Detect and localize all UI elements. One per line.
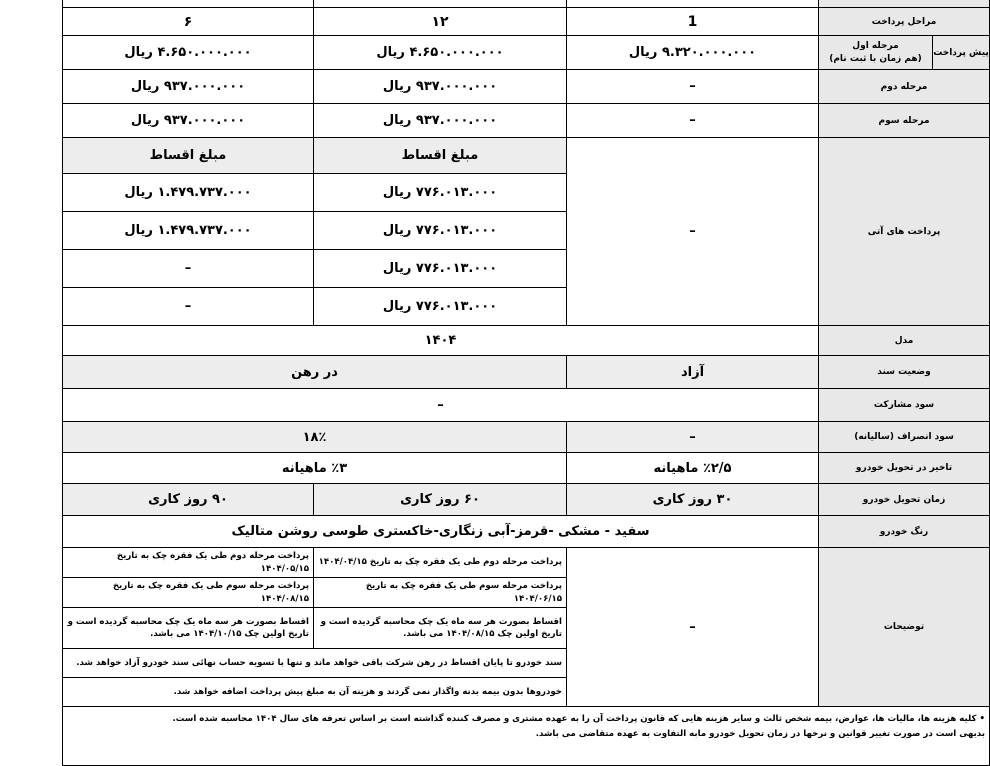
plan-1-stage-count: 1 — [566, 7, 819, 36]
cancellation-profit-label: سود انصراف (سالیانه) — [818, 421, 990, 453]
document-status-label: وضعیت سند — [818, 355, 990, 389]
second-stage-label: مرحله دوم — [818, 69, 990, 104]
car-color-label: رنگ خودرو — [818, 515, 990, 548]
installment-document-status: در رهن — [62, 355, 567, 389]
plan-12-note-installments: اقساط بصورت هر سه ماه یک چک محاسبه گردیده است و تاریخ اولین چک ۱۴۰۴/۰۸/۱۵ می باشد. — [313, 607, 567, 649]
plan-1-cancellation-profit: – — [566, 421, 819, 453]
notes-label: توضیحات — [818, 547, 990, 707]
prepayment-label: پیش پرداخت — [932, 35, 990, 70]
plan-12-delivery-time: ۶۰ روز کاری — [313, 483, 567, 516]
plan-12-stage-count: ۱۲ — [313, 7, 567, 36]
future-payments-label: پرداخت های آتی — [818, 137, 990, 326]
plan-1-future-payments: – — [566, 137, 819, 326]
plan-1-delivery-time: ۳۰ روز کاری — [566, 483, 819, 516]
plan-6-note-installments: اقساط بصورت هر سه ماه یک چک محاسبه گردیده است و تاریخ اولین چک ۱۴۰۴/۱۰/۱۵ می باشد. — [62, 607, 314, 649]
plan-6-installments-header: مبلغ اقساط — [62, 137, 314, 174]
plan-6-installment-3: – — [62, 249, 314, 288]
plan-12-note-third-stage: پرداخت مرحله سوم طی یک فقره چک به تاریخ ۱۴۰۴/۰۶/۱۵ — [313, 577, 567, 608]
plan-1-second-stage: – — [566, 69, 819, 104]
plan-6-stage-count: ۶ — [62, 7, 314, 36]
plan-12-second-stage: ۹۳۷.۰۰۰.۰۰۰ ریال — [313, 69, 567, 104]
installment-delivery-delay: ٪۳ ماهیانه — [62, 452, 567, 484]
plan-12-installment-4: ۷۷۶.۰۱۳.۰۰۰ ریال — [313, 287, 567, 326]
plan-6-third-stage: ۹۳۷.۰۰۰.۰۰۰ ریال — [62, 103, 314, 138]
plan-6-delivery-time: ۹۰ روز کاری — [62, 483, 314, 516]
plan-12-installments-header: مبلغ اقساط — [313, 137, 567, 174]
note-document-pledge: سند خودرو تا پایان اقساط در رهن شرکت باقی خواهد ماند و تنها با تسویه حساب نهائی سند خودرو آزاد خواهد شد. — [62, 648, 567, 678]
plan-12-installment-1: ۷۷۶.۰۱۳.۰۰۰ ریال — [313, 173, 567, 212]
plan-6-installment-2: ۱.۴۷۹.۷۳۷.۰۰۰ ریال — [62, 211, 314, 250]
first-stage-label — [818, 35, 933, 70]
plan-1-notes: – — [566, 547, 819, 707]
plan-6-installment-1: ۱.۴۷۹.۷۳۷.۰۰۰ ریال — [62, 173, 314, 212]
plan-12-third-stage: ۹۳۷.۰۰۰.۰۰۰ ریال — [313, 103, 567, 138]
general-costs-note — [62, 706, 990, 766]
installment-cancellation-profit: ۱۸٪ — [62, 421, 567, 453]
model-label: مدل — [818, 325, 990, 356]
delivery-time-label: زمان تحویل خودرو — [818, 483, 990, 516]
car-colors-value: سفید - مشکی -قرمز-آبی زنگاری-خاکستری طوسی روشن متالیک — [62, 515, 819, 548]
plan-6-note-second-stage: پرداخت مرحله دوم طی یک فقره چک به تاریخ ۱۴۰۴/۰۵/۱۵ — [62, 547, 314, 578]
delivery-delay-label: تاخیر در تحویل خودرو — [818, 452, 990, 484]
first-stage-note: (هم زمان با ثبت نام) — [829, 53, 922, 64]
plan-6-installment-4: – — [62, 287, 314, 326]
plan-1-first-stage: ۹.۳۲۰.۰۰۰.۰۰۰ ریال — [566, 35, 819, 70]
note-body-insurance: خودروها بدون بیمه بدنه واگذار نمی گردند و هزینه آن به مبلغ پیش پرداخت اضافه خواهد شد. — [62, 677, 567, 707]
general-costs-line-1: • کلیه هزینه ها، مالیات ها، عوارض، بیمه شخص ثالث و سایر هزینه هایی که قانون پرداخت آن را به عهده مشتری و مصرف کننده گذاشته است بر اساس تعرفه های سال ۱۴۰۴ محاسبه شده است. — [172, 714, 985, 724]
general-costs-text — [173, 712, 985, 741]
first-stage-title: مرحله اول — [852, 41, 899, 52]
plan-12-first-stage: ۴.۶۵۰.۰۰۰.۰۰۰ ریال — [313, 35, 567, 70]
plan-12-note-second-stage: پرداخت مرحله دوم طی یک فقره چک به تاریخ ۱۴۰۴/۰۴/۱۵ — [313, 547, 567, 578]
plan-1-delivery-delay: ٪۲/۵ ماهیانه — [566, 452, 819, 484]
plan-6-note-third-stage: پرداخت مرحله سوم طی یک فقره چک به تاریخ ۱۴۰۴/۰۸/۱۵ — [62, 577, 314, 608]
plan-6-second-stage: ۹۳۷.۰۰۰.۰۰۰ ریال — [62, 69, 314, 104]
plan-6-first-stage: ۴.۶۵۰.۰۰۰.۰۰۰ ریال — [62, 35, 314, 70]
participation-profit-label: سود مشارکت — [818, 388, 990, 422]
participation-profit-value: – — [62, 388, 819, 422]
plan-1-third-stage: – — [566, 103, 819, 138]
third-stage-label: مرحله سوم — [818, 103, 990, 138]
model-value: ۱۴۰۴ — [62, 325, 819, 356]
plan-1-document-status: آزاد — [566, 355, 819, 389]
payment-stages-label: مراحل پرداخت — [818, 7, 990, 36]
plan-12-installment-2: ۷۷۶.۰۱۳.۰۰۰ ریال — [313, 211, 567, 250]
plan-12-installment-3: ۷۷۶.۰۱۳.۰۰۰ ریال — [313, 249, 567, 288]
general-costs-line-2: بدیهی است در صورت تغییر قوانین و نرخها در زمان تحویل خودرو مابه التفاوت به عهده متقاضی می باشد. — [535, 728, 985, 739]
